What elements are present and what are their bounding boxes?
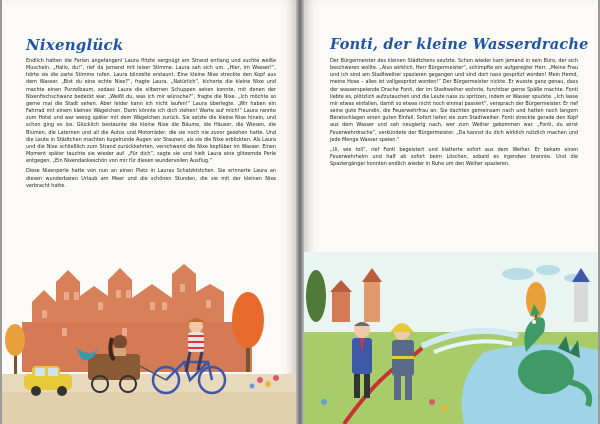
fire-dragon-illustration [304, 252, 598, 424]
left-story-title: Nixenglück [26, 36, 124, 54]
right-paragraph-1: Der Bürgermeister des kleinen Städtchens seufzte. Schon wieder kam jemand in sein Büro, der sich beschweren wollte. „Also wirklich, Herr Bürgermeister“, schimpfte ein aufgeregter Herr. „Meine Frau und ich sind am Stadtweiher spazieren gegangen und sind dort nass gespritzt worden! Mein Hemd, meine Hose – alles ist vollgespritzt worden!“ Der Bürgermeister nickte. Er wusste ganz genau, dass der wasserspeiende Drache Fonti, der im Stadtweiher wohnte, furchtbar gerne Späße machte. Fonti liebte es, plötzlich aufzutauchen und die Leute nass zu spritzen, indem er Wasser spuckte. „Ich lasse mir etwas einfallen, damit so etwas nicht noch einmal passiert“, versprach der Bürgermeister. Er rief seine gute Freundin, die Feuerwehrfrau an. Sie dachten gemeinsam nach und hatten noch langem Beratschlagen einen guten Einfall. Sofort liefen sie zum Stadtweiher. Fonti streckte gerade den Kopf aus dem Wasser und sah neugierig nach, wer zum Weiher gekommen war. „Fonti, du wirst Feuerwehrdrache“, verkündete der Bürgermeister. „Da kannst du dich wirklich nützlich machen und jede Menge Wasser speien.“ [330, 58, 578, 143]
mermaid-head [113, 335, 127, 349]
left-paragraph-2: Diese Nixenperle hatte von nun an einen Platz in Lauras Schatzkistchen. Sie erinnerte Laura an diesen wunderbaren Urlaub am Meer und die schönen Stunden, die sie mit der kleinen Nixe verbracht hatte. [26, 168, 276, 189]
right-story-title: Fonti, der kleine Wasserdrache [330, 36, 589, 53]
left-paragraph-1: Endlich hatten die Ferien angefangen! Laura flitzte vergnügt am Strand entlang und suchte weiße Muscheln. „Hallo, du!“, rief da jemand mit leiser Stimme. Laura sah sich um. „Hier, im Wasser!“, hörte sie die zarte Stimme rufen. Laura blinzelte erstaunt. Eine kleine Nixe streckte den Kopf aus dem Wasser. „Bist du eine echte Nixe?“, fragte Laura. „Natürlich“, kicherte die kleine Nixe und machte einen Purzelbaum, sodass Laura die silbernen Schuppen sehen konnte, mit denen der Nixenfischschwanz bedeckt war. „Weißt du, was ich mir wünsche?“, fragte die Nixe. „Ich möchte so gerne mal die Stadt sehen. Aber leider kann ich nicht laufen!“ Laura überlegte. „Wir haben ein Fahrrad mit einem kleinen Wägelchen. Darin könnte ich dich ziehen! Warte auf mich!“ Laura rannte zum Hotel und war wenig später mit dem Wägelchen zurück. Sie setzte die kleine Nixe hinein, und schon ging es los. Glücklich bestaunte die kleine Nixe die Bäume, die Häuser, die Wiesen, die Blumen, die Laternen und all die Autos und Motorräder, die sie noch nie zuvor gesehen hatte. Und die Leute in Städtchen machten kugelrunde Augen vor Staunen, als sie die Nixe erblickten. Als Laura und die Nixe schließlich zum Strand zurückkehrten, verschwand die Nixe kopfüber im Wasser. Einen Moment später tauchte sie wieder auf. „Für dich“, sagte sie und hielt Laura eine glitzernde Perle entgegen. „Ein Nixendankeschön von mir für diesen wundervollen Ausflug.“ [26, 58, 276, 165]
left-page [2, 0, 296, 424]
right-page [304, 0, 598, 424]
mermaid-bike-illustration [2, 262, 296, 424]
left-story-text [26, 58, 276, 193]
right-story-text [330, 58, 578, 171]
book-gutter [296, 0, 304, 424]
right-paragraph-2: „Ui, wie toll“, rief Fonti begeistert und klatterte sofort aus dem Weiher. Er bekam einen Feuerwehrhelm und half ab sofort beim Löschen, sobald es irgendwo brannte. Und die Spaziergänger konnten endlich wieder in Ruhe um den Weiher spazieren. [330, 146, 578, 168]
